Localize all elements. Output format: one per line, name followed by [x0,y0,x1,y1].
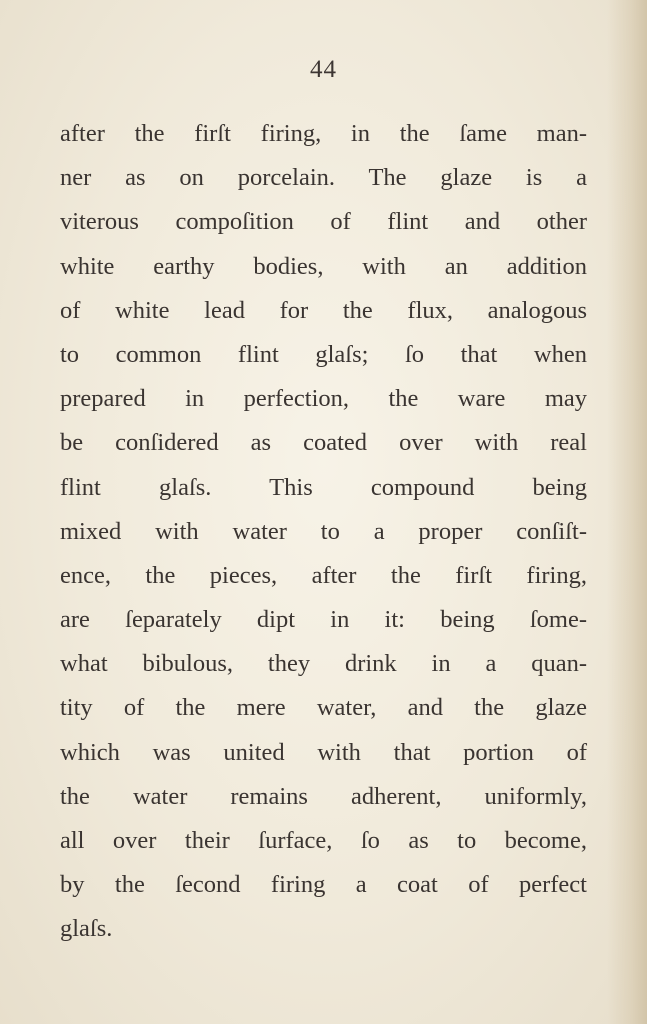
text-line: prepared in perfection, the ware may [60,385,587,413]
text-line: by the ſecond firing a coat of perfect [60,871,587,899]
text-line: mixed with water to a proper conſiſt- [60,517,587,545]
text-line: white earthy bodies, with an addition [60,252,587,280]
text-line: after the firſt firing, in the ſame man- [60,120,587,147]
text-line: are ſeparately dipt in it: being ſome- [60,606,587,634]
text-line-last: glaſs. [60,915,113,943]
text-line: to common flint glaſs; ſo that when [60,340,587,368]
page-gutter-shadow [607,0,647,1024]
body-text [60,112,587,952]
text-line: what bibulous, they drink in a quan- [60,650,587,678]
text-line: ner as on porcelain. The glaze is a [60,164,587,192]
text-line: ence, the pieces, after the firſt firing, [60,561,587,589]
text-line: viterous compoſition of flint and other [60,208,587,236]
text-line: the water remains adherent, uniformly, [60,782,587,810]
text-line: tity of the mere water, and the glaze [60,694,587,722]
text-line: of white lead for the flux, analogous [60,296,587,324]
page-number: 44 [310,56,337,83]
text-line: be conſidered as coated over with real [60,429,587,457]
text-line: which was united with that portion of [60,738,587,766]
text-line: flint glaſs. This compound being [60,473,587,501]
text-line: all over their ſurface, ſo as to become, [60,827,587,854]
